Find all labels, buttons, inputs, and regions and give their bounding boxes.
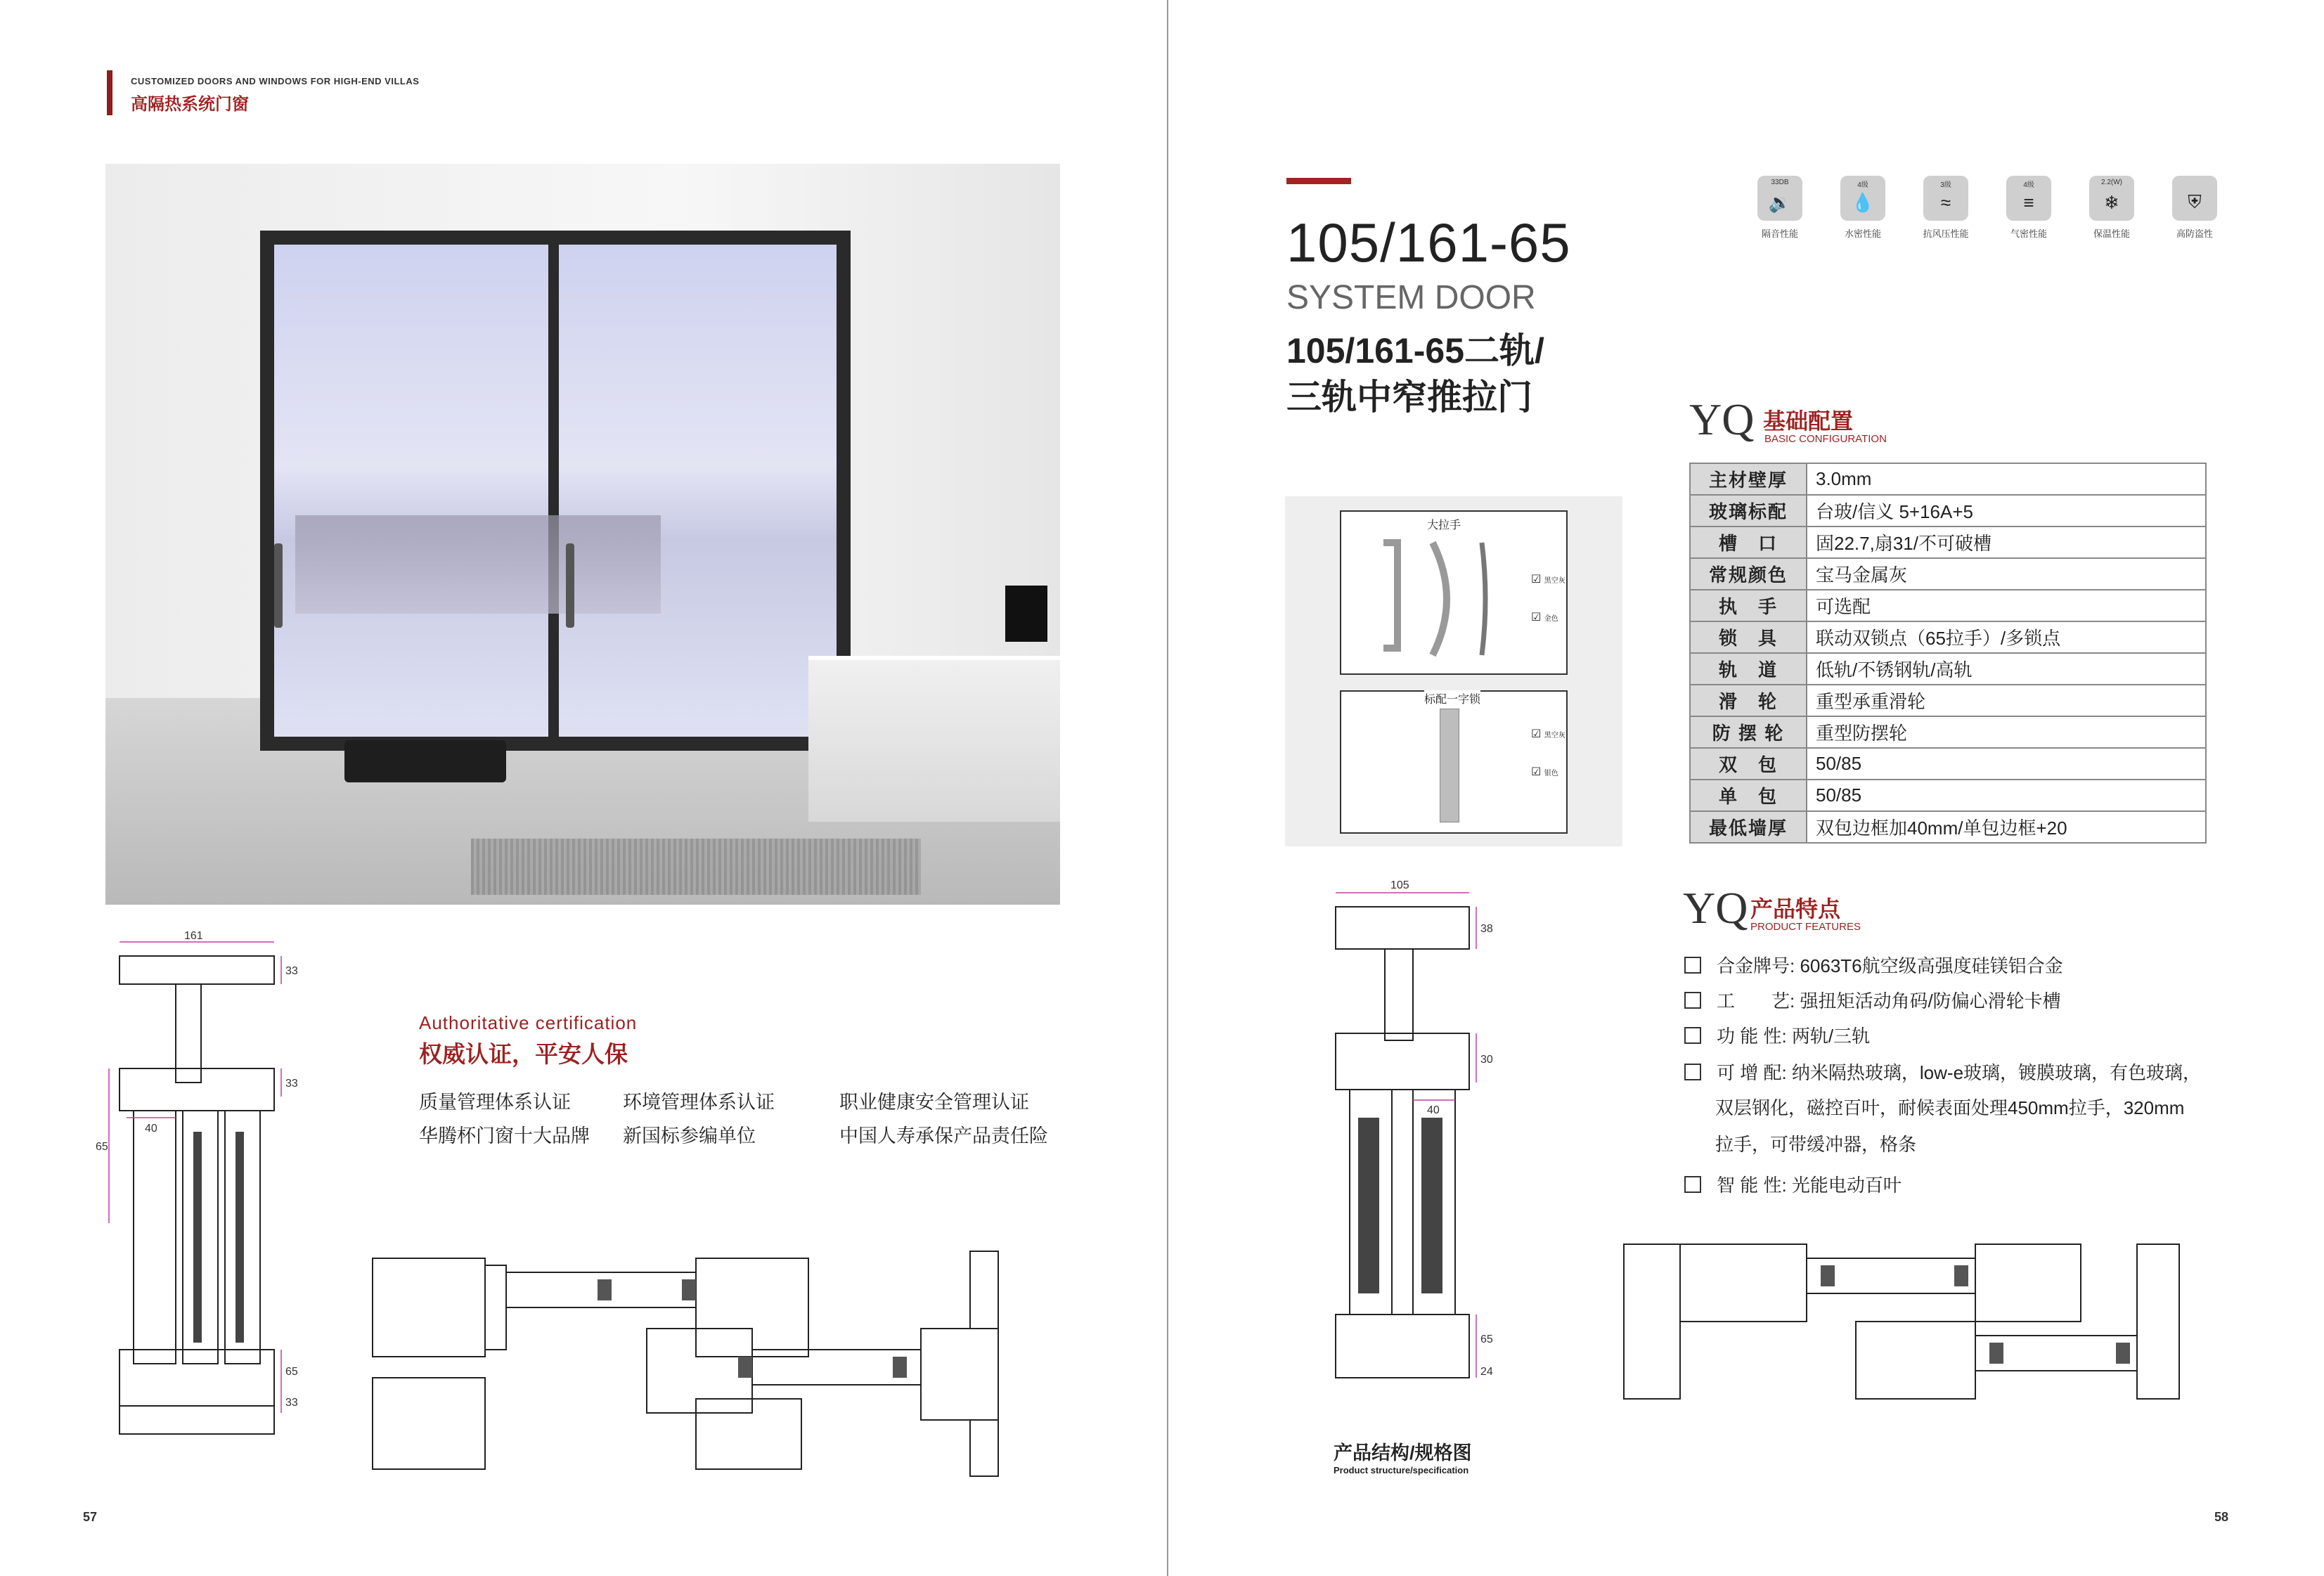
handle-option-2-label: 金色 bbox=[1544, 615, 1558, 623]
right-profile-drawing bbox=[1329, 879, 1511, 1413]
config-key: 最低墙厚 bbox=[1690, 811, 1807, 843]
checkbox-icon: ☑ bbox=[1531, 612, 1542, 624]
dim-33-mid: 33 bbox=[285, 1078, 298, 1090]
basic-config-title-en: BASIC CONFIGURATION bbox=[1764, 433, 1887, 445]
checkbox-icon bbox=[1684, 1027, 1701, 1044]
accessories-panel bbox=[1285, 496, 1622, 846]
feature-item-3 bbox=[1684, 1018, 1870, 1054]
speaker-icon: 🔉 bbox=[1768, 191, 1792, 213]
config-key: 防 摆 轮 bbox=[1690, 716, 1807, 748]
dim-161: 161 bbox=[184, 930, 203, 942]
left-horizontal-section-drawing bbox=[373, 1251, 1005, 1476]
dim-30: 30 bbox=[1480, 1054, 1493, 1066]
perf-wind-value: 3级 bbox=[1940, 181, 1951, 189]
perf-security bbox=[2168, 176, 2221, 240]
config-key: 槽 口 bbox=[1690, 527, 1807, 558]
config-key: 单 包 bbox=[1690, 780, 1807, 811]
checkbox-icon: ☑ bbox=[1531, 728, 1542, 740]
perf-insulation-value: 2.2(W) bbox=[2101, 179, 2122, 186]
cert-item-4: 华腾杯门窗十大品牌 bbox=[419, 1125, 590, 1147]
dim-38: 38 bbox=[1480, 923, 1493, 935]
left-profile-drawing bbox=[96, 928, 316, 1490]
snowflake-icon: ❄ bbox=[2104, 191, 2119, 213]
dim-33-bottom: 33 bbox=[285, 1397, 298, 1409]
handle-card bbox=[1340, 510, 1568, 675]
feature-item-1 bbox=[1684, 948, 2063, 984]
config-value: 可选配 bbox=[1807, 590, 2206, 621]
cert-item-2: 环境管理体系认证 bbox=[623, 1092, 775, 1113]
door-glass-right bbox=[559, 245, 837, 737]
config-row bbox=[1690, 621, 2206, 653]
product-title-line1: 105/161-65二轨/ bbox=[1286, 331, 1544, 370]
feature-item-4-cont1: 双层钢化，磁控百叶，耐候表面处理450mm拉手，320mm bbox=[1715, 1097, 2185, 1118]
title-accent-bar bbox=[1286, 178, 1351, 184]
lock-option-2-label: 银色 bbox=[1544, 770, 1558, 777]
perf-water-value: 4级 bbox=[1857, 181, 1868, 189]
checkbox-icon bbox=[1684, 1064, 1701, 1080]
cert-item-5: 新国标参编单位 bbox=[623, 1125, 756, 1147]
config-value: 50/85 bbox=[1807, 748, 2206, 780]
config-value: 低轨/不锈钢轨/高轨 bbox=[1807, 653, 2206, 685]
cert-item-1: 质量管理体系认证 bbox=[419, 1092, 571, 1113]
perf-water-label: 水密性能 bbox=[1844, 228, 1881, 239]
handle-option-2 bbox=[1531, 610, 1558, 624]
dim-105: 105 bbox=[1390, 879, 1409, 891]
config-key: 玻璃标配 bbox=[1690, 495, 1807, 527]
config-value: 联动双锁点（65拉手）/多锁点 bbox=[1807, 621, 2206, 653]
config-row bbox=[1690, 748, 2206, 780]
right-horizontal-section-drawing bbox=[1624, 1244, 2186, 1406]
certification-title-en: Authoritative certification bbox=[419, 1012, 638, 1033]
feature-item-5 bbox=[1684, 1167, 1902, 1203]
config-row bbox=[1690, 463, 2206, 495]
feature-item-4 bbox=[1684, 1054, 2201, 1091]
dim-65-right: 65 bbox=[1480, 1333, 1493, 1345]
dim-33-top: 33 bbox=[285, 965, 298, 977]
header-tagline-en: CUSTOMIZED DOORS AND WINDOWS FOR HIGH-END VILLAS bbox=[131, 76, 420, 86]
config-value: 50/85 bbox=[1807, 780, 2206, 811]
perf-sound-label: 隔音性能 bbox=[1761, 228, 1798, 239]
config-value: 双包边框加40mm/单包边框+20 bbox=[1807, 811, 2206, 843]
handle-card-title: 大拉手 bbox=[1427, 519, 1461, 531]
perf-insulation bbox=[2085, 176, 2138, 240]
water-drop-icon: 💧 bbox=[1851, 191, 1875, 213]
config-value: 固22.7,扇31/不可破槽 bbox=[1807, 527, 2206, 558]
feature-item-5-text: 智 能 性: 光能电动百叶 bbox=[1717, 1175, 1902, 1196]
perf-sound bbox=[1753, 176, 1807, 240]
page-number-left: 57 bbox=[83, 1510, 98, 1524]
config-value: 3.0mm bbox=[1807, 463, 2206, 495]
cert-item-6: 中国人寿承保产品责任险 bbox=[839, 1125, 1048, 1147]
lock-card bbox=[1340, 690, 1568, 834]
perf-water bbox=[1836, 176, 1890, 240]
config-row bbox=[1690, 716, 2206, 748]
lamp bbox=[1005, 586, 1047, 642]
config-key: 主材壁厚 bbox=[1690, 463, 1807, 495]
config-row bbox=[1690, 590, 2206, 621]
lock-illustration bbox=[1440, 709, 1459, 822]
header-tagline-cn: 高隔热系统门窗 bbox=[131, 95, 249, 114]
cert-item-3: 职业健康安全管理认证 bbox=[839, 1092, 1029, 1113]
checkbox-icon: ☑ bbox=[1531, 574, 1542, 586]
drawing-caption-cn: 产品结构/规格图 bbox=[1334, 1442, 1472, 1464]
config-key: 锁 具 bbox=[1690, 621, 1807, 653]
product-subtitle: SYSTEM DOOR bbox=[1286, 279, 1536, 316]
page-divider bbox=[1167, 0, 1168, 1576]
lock-card-title: 标配一字锁 bbox=[1424, 690, 1480, 706]
certification-title-cn: 权威认证，平安人保 bbox=[419, 1041, 628, 1067]
perf-wind bbox=[1919, 176, 1973, 240]
config-row bbox=[1690, 780, 2206, 811]
product-title-line2: 三轨中窄推拉门 bbox=[1286, 377, 1532, 417]
config-key: 轨 道 bbox=[1690, 653, 1807, 685]
dim-65-bottom: 65 bbox=[285, 1366, 298, 1378]
dim-65-left: 65 bbox=[96, 1141, 108, 1153]
lock-option-1-label: 黑空灰 bbox=[1544, 732, 1566, 739]
dim-40-right: 40 bbox=[1427, 1104, 1440, 1116]
page-number-right: 58 bbox=[2214, 1510, 2229, 1524]
features-brand: YQ bbox=[1683, 883, 1748, 933]
perf-air-value: 4级 bbox=[2023, 181, 2034, 189]
bench bbox=[344, 740, 506, 782]
door-glass-left bbox=[274, 245, 548, 737]
config-value: 宝马金属灰 bbox=[1807, 558, 2206, 590]
perf-insulation-label: 保温性能 bbox=[2093, 228, 2130, 239]
shield-icon: ⛨ bbox=[2188, 191, 2202, 212]
config-key: 滑 轮 bbox=[1690, 685, 1807, 716]
feature-item-4-text: 可 增 配: 纳米隔热玻璃，low-e玻璃，镀膜玻璃，有色玻璃， bbox=[1717, 1062, 2202, 1083]
perf-air bbox=[2002, 176, 2055, 240]
wind-icon: ≈ bbox=[1940, 191, 1951, 213]
basic-config-brand: YQ bbox=[1689, 394, 1755, 444]
config-row bbox=[1690, 685, 2206, 716]
bed bbox=[808, 656, 1060, 822]
basic-config-title-cn: 基础配置 bbox=[1763, 408, 1854, 434]
handle-option-1 bbox=[1531, 572, 1566, 586]
door-handle-right bbox=[566, 543, 574, 628]
lock-option-2 bbox=[1531, 765, 1558, 779]
perf-wind-label: 抗风压性能 bbox=[1923, 228, 1969, 239]
checkbox-icon: ☑ bbox=[1531, 766, 1542, 778]
config-key: 常规颜色 bbox=[1690, 558, 1807, 590]
rug bbox=[471, 839, 921, 895]
config-value: 重型承重滑轮 bbox=[1807, 685, 2206, 716]
perf-air-label: 气密性能 bbox=[2010, 228, 2047, 239]
product-title-cn bbox=[1286, 328, 1544, 420]
air-icon: ≡ bbox=[2023, 191, 2034, 213]
feature-item-3-text: 功 能 性: 两轨/三轨 bbox=[1717, 1026, 1871, 1047]
handle-option-1-label: 黑空灰 bbox=[1544, 577, 1566, 585]
config-row bbox=[1690, 811, 2206, 843]
config-key: 双 包 bbox=[1690, 748, 1807, 780]
drawing-caption-en: Product structure/specification bbox=[1334, 1465, 1469, 1475]
config-row bbox=[1690, 653, 2206, 685]
feature-item-2-text: 工 艺: 强扭矩活动角码/防偏心滑轮卡槽 bbox=[1717, 990, 2061, 1012]
feature-item-2 bbox=[1684, 983, 2061, 1019]
feature-item-1-text: 合金牌号: 6063T6航空级高强度硅镁铝合金 bbox=[1717, 955, 2063, 976]
checkbox-icon bbox=[1684, 992, 1701, 1009]
config-value: 重型防摆轮 bbox=[1807, 716, 2206, 748]
product-model: 105/161-65 bbox=[1286, 212, 1571, 273]
dim-40: 40 bbox=[145, 1123, 157, 1135]
dim-24: 24 bbox=[1480, 1366, 1493, 1378]
basic-config-table bbox=[1689, 463, 2207, 844]
checkbox-icon bbox=[1684, 957, 1701, 974]
features-title-en: PRODUCT FEATURES bbox=[1750, 921, 1861, 933]
handle-illustration bbox=[1376, 536, 1503, 662]
feature-item-4-cont2: 拉手，可带缓冲器，格条 bbox=[1715, 1134, 1917, 1155]
features-title-cn: 产品特点 bbox=[1750, 896, 1841, 922]
perf-security-label: 高防盗性 bbox=[2176, 228, 2213, 239]
header-accent-bar bbox=[107, 70, 112, 115]
reflected-building bbox=[295, 515, 661, 614]
checkbox-icon bbox=[1684, 1176, 1701, 1193]
config-row bbox=[1690, 527, 2206, 558]
config-row bbox=[1690, 495, 2206, 527]
product-photo bbox=[105, 164, 1060, 905]
config-row bbox=[1690, 558, 2206, 590]
config-value: 台玻/信义 5+16A+5 bbox=[1807, 495, 2206, 527]
door-handle-left bbox=[274, 543, 283, 628]
lock-option-1 bbox=[1531, 727, 1566, 741]
perf-sound-value: 33DB bbox=[1771, 179, 1789, 186]
config-key: 执 手 bbox=[1690, 590, 1807, 621]
